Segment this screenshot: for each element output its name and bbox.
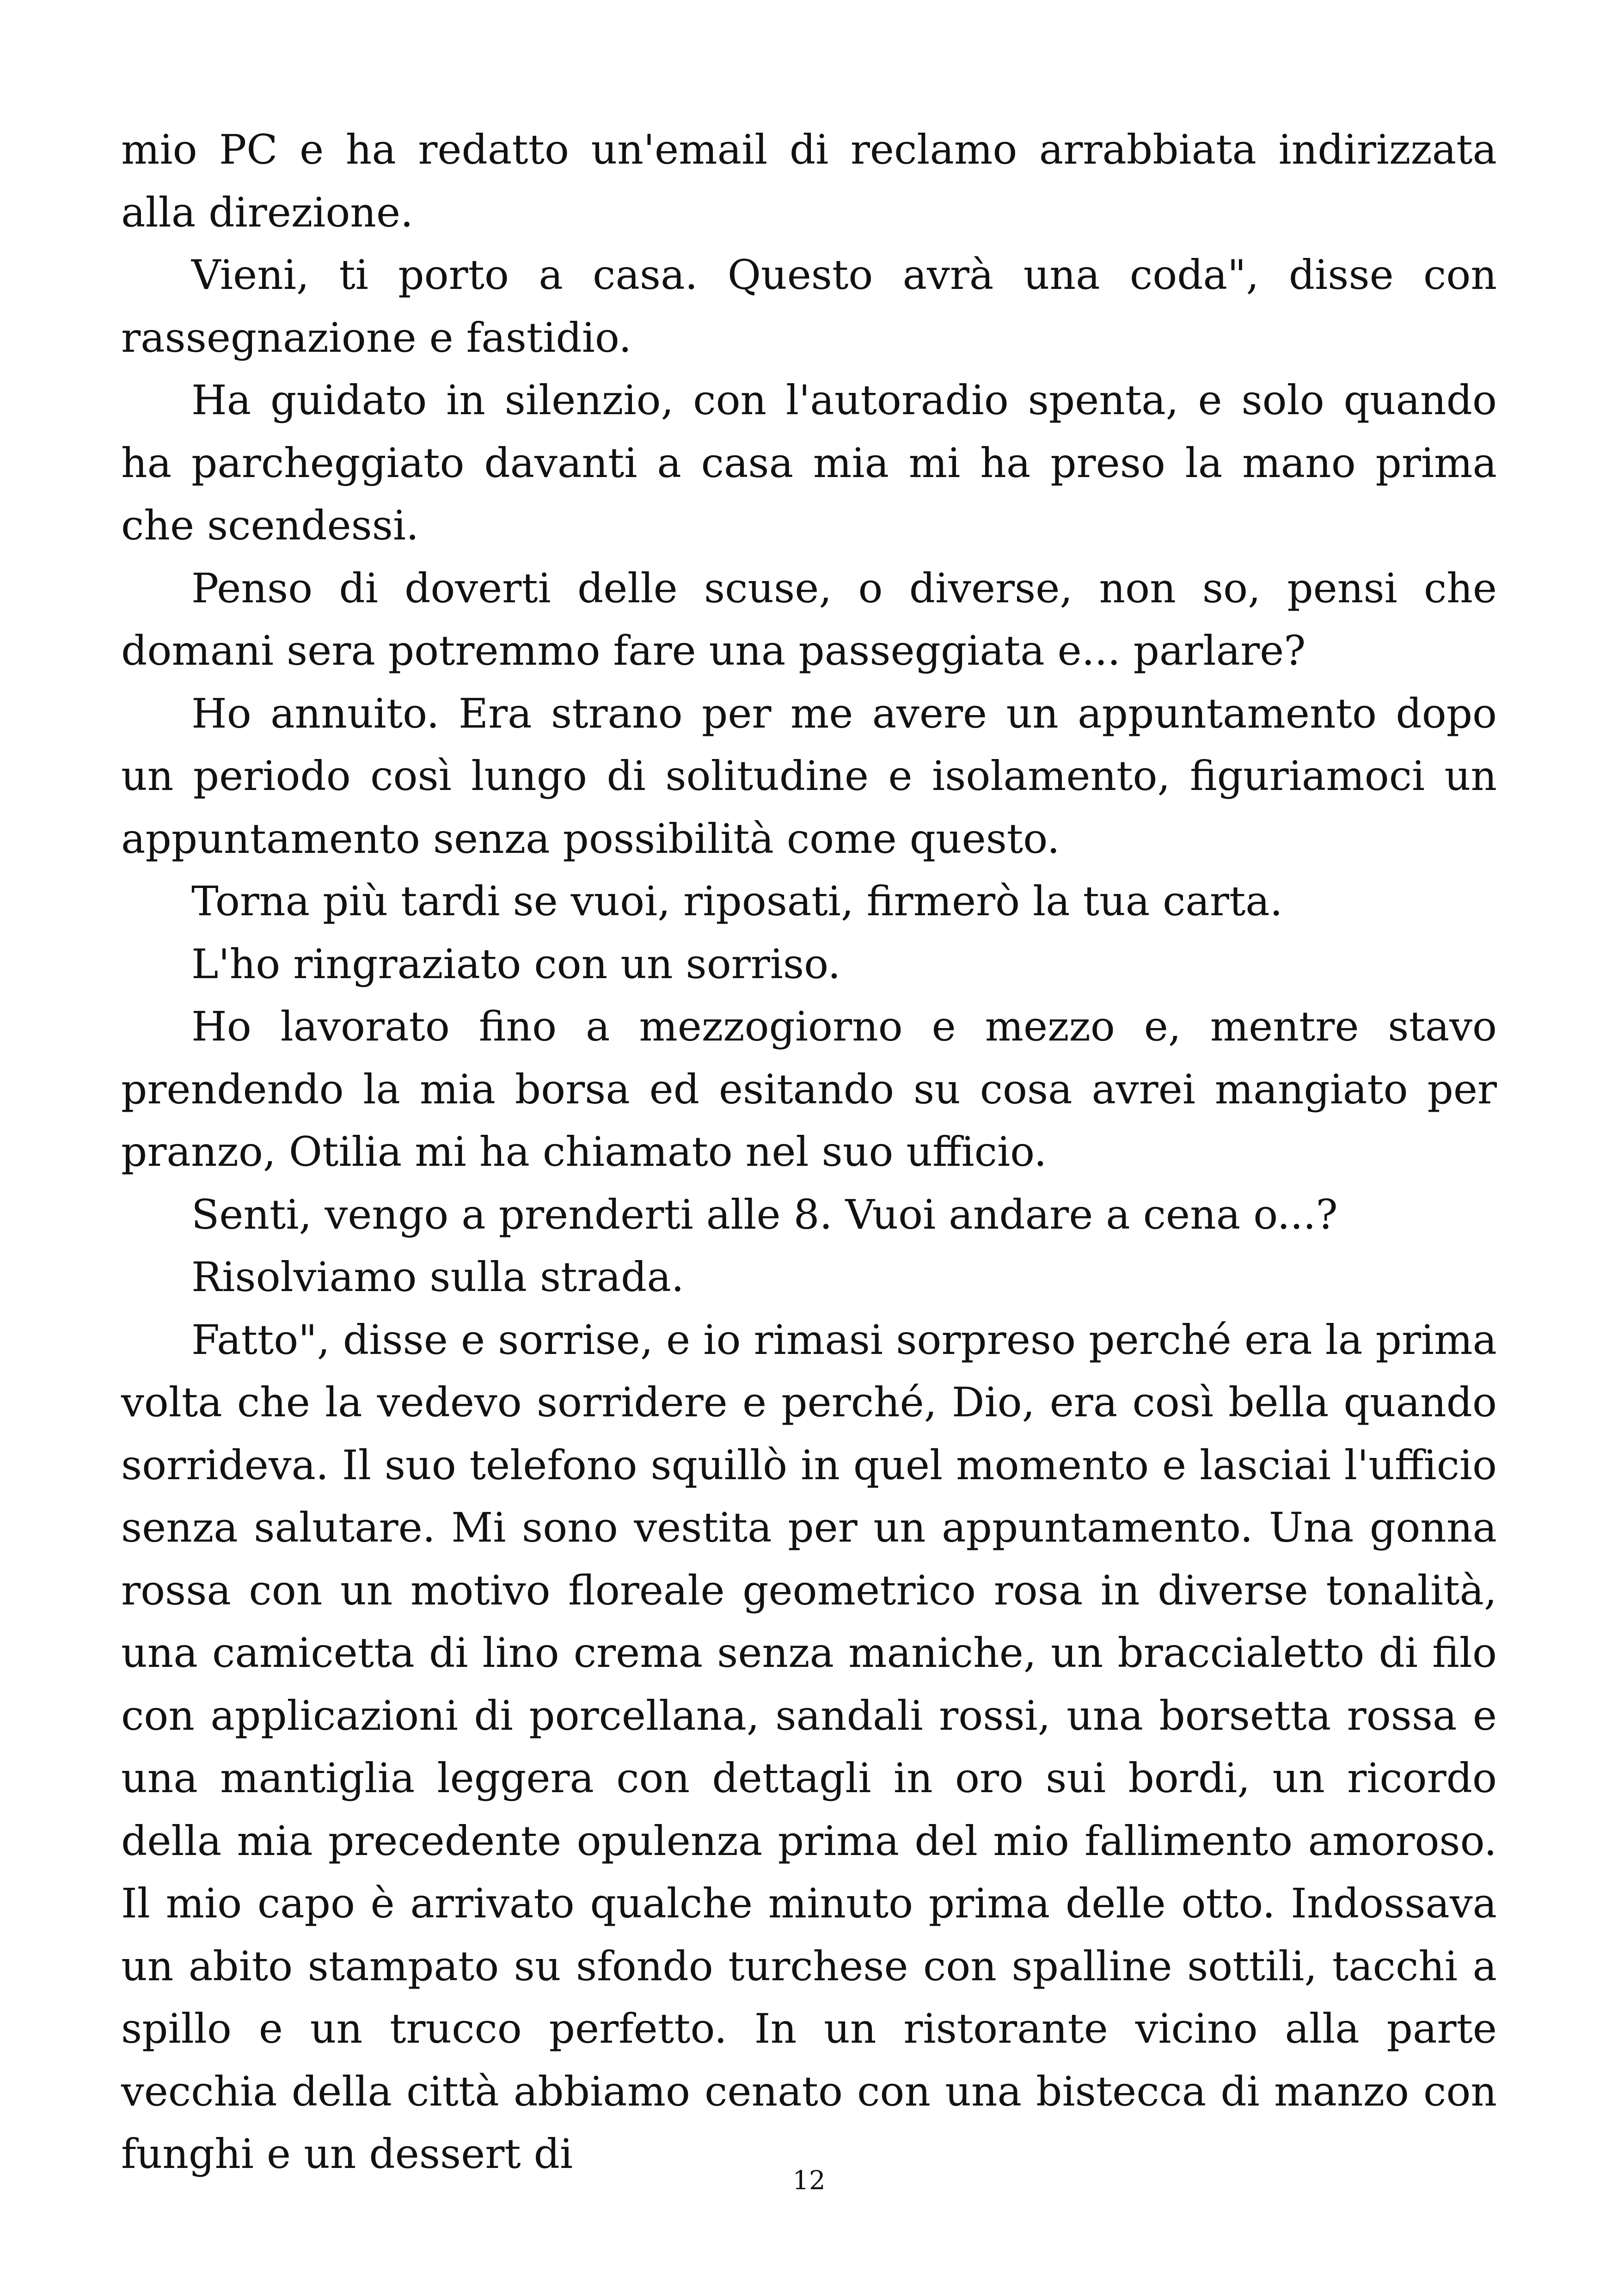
paragraph: Penso di doverti delle scuse, o diverse, non so, pensi che domani sera potremmo fare una passeggiata e... parlare? [121, 564, 1497, 674]
paragraph: Risolviamo sulla strada. [191, 1253, 684, 1301]
paragraph: Ho lavorato fino a mezzogiorno e mezzo e, mentre stavo prendendo la mia borsa ed esitando su cosa avrei mangiato per pranzo, Otilia mi ha chiamato nel suo ufficio. [121, 1003, 1497, 1176]
paragraph: Vieni, ti porto a casa. Questo avrà una coda", disse con rassegnazione e fastidio. [121, 251, 1497, 361]
paragraph: Torna più tardi se vuoi, riposati, firmerò la tua carta. [191, 877, 1283, 925]
paragraph: L'ho ringraziato con un sorriso. [191, 940, 841, 988]
page-number: 12 [792, 2166, 826, 2196]
paragraph: Ha guidato in silenzio, con l'autoradio spenta, e solo quando ha parcheggiato davanti a casa mia mi ha preso la mano prima che scendessi. [121, 376, 1497, 549]
page-body [121, 118, 1497, 2186]
paragraph: Fatto", disse e sorrise, e io rimasi sorpreso perché era la prima volta che la vedevo sorridere e perché, Dio, era così bella quando sorrideva. Il suo telefono squillò in quel momento e lasciai l'ufficio senza salutare. Mi sono vestita per un appuntamento. Una gonna rossa con un motivo floreale geometrico rosa in diverse tonalità, una camicetta di lino crema senza maniche, un braccialetto di filo con applicazioni di porcellana, sandali rossi, una borsetta rossa e una mantiglia leggera con dettagli in oro sui bordi, un ricordo della mia precedente opulenza prima del mio fallimento amoroso. Il mio capo è arrivato qualche minuto prima delle otto. Indossava un abito stampato su sfondo turchese con spalline sottili, tacchi a spillo e un trucco perfetto. In un ristorante vicino alla parte vecchia della città abbiamo cenato con una bistecca di manzo con funghi e un dessert di [121, 1316, 1497, 2178]
paragraph: Ho annuito. Era strano per me avere un appuntamento dopo un periodo così lungo di solitudine e isolamento, figuriamoci un appuntamento senza possibilità come questo. [121, 689, 1497, 863]
paragraph: Senti, vengo a prenderti alle 8. Vuoi andare a cena o...? [191, 1190, 1338, 1238]
paragraph: mio PC e ha redatto un'email di reclamo arrabbiata indirizzata alla direzione. [121, 126, 1497, 236]
